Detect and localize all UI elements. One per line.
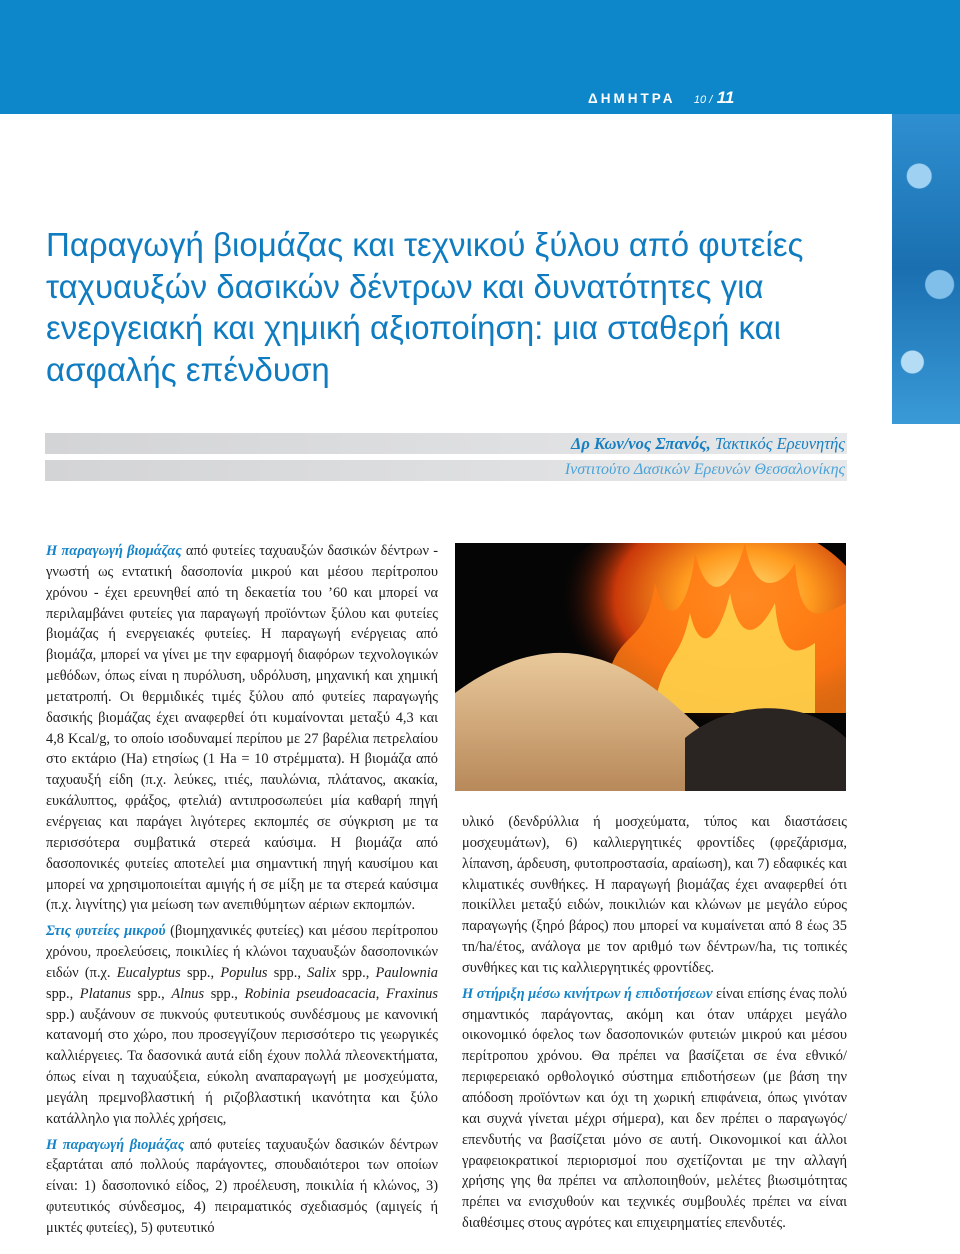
running-head <box>588 88 734 108</box>
paragraph-lead: Η παραγωγή βιομάζας <box>46 543 182 559</box>
species-name: Eucalyptus <box>116 964 181 981</box>
page-number-right: 11 <box>716 88 735 107</box>
paragraph-1 <box>46 541 438 916</box>
paragraph-2 <box>46 921 438 1129</box>
author-line <box>571 434 845 454</box>
paragraph-text: spp., <box>342 964 370 981</box>
species-name: Robinia pseudoacacia <box>244 985 376 1002</box>
species-name: Populus <box>220 964 268 981</box>
paragraph-text: , <box>375 985 380 1002</box>
paragraph-text: spp.) αυξάνουν σε πυκνούς φυτευτικούς συνδέσμους με κανονική κατανομή στο χώρο, που προσεγγίζουν περισσότερο τις γεωργικές καλλιέργειες. Τα δασονικά αυτά είδη έχουν πολλά πλεονεκτήματα, όπως είναι η ταχυαύξεια, εύκολη αναπαραγωγή με μοσχεύματα, μεγάλη πρεμνοβλαστική ή ριζοβλαστική ικανότητα και ξύλο κατάλληλο για πολλές χρήσεις, <box>46 1006 438 1127</box>
author-name: Δρ Κων/νος Σπανός, <box>570 434 711 453</box>
header-bar <box>0 0 960 114</box>
paragraph-text: (βιομηχανικές φυτείες) και μέσου περίτροπου χρόνου, προελεύσεις, ποικιλίες ή κλώνοι ταχυαυξών δασοπονικών ειδών (π.χ. <box>46 923 438 981</box>
text-column-right <box>462 812 847 1234</box>
text-column-left <box>46 541 438 1239</box>
paragraph-text: spp., <box>273 964 301 981</box>
species-name: Paulownia <box>375 964 438 981</box>
paragraph-lead: Η παραγωγή βιομάζας <box>46 1136 185 1153</box>
species-name: Alnus <box>171 985 205 1002</box>
paragraph-3 <box>46 1135 438 1239</box>
pellets-edge-photo <box>892 114 960 424</box>
paragraph-text: είναι επίσης ένας πολύ σημαντικός παράγοντας, ακόμη και όταν υπάρχει μεγάλο οικονομικό όφελος των δασοπονικών φυτειών μικρού και μέσου περίτροπου χρόνου. Θα πρέπει να βασίζεται σε ένα εθνικό/περιφερειακό ορθολογικό σύστημα επιδοτήσεων (με βάση την απόδοση προϊόντων και όχι τη χωρική επιφάνεια, όπως γινόταν και συχνά γίνεται μέχρι σήμερα), και δεν πρέπει ο παραγωγός/επενδυτής να βασίζεται μόνο σε αυτή. Οικονομικοί και άλλοι γραφειοκρατικοί περιορισμοί που σχετίζονται με την αλλαγή χρήσης γης θα πρέπει να απλοποιηθούν, μελέτες βιωσιμότητας πρέπει να ενισχυθούν και τεχνικές συμβουλές πρέπει να είναι διαθέσιμες στους αγρότες και επιχειρηματίες επενδυτές. <box>462 985 847 1232</box>
wood-pellets-fire-photo <box>455 543 846 791</box>
article-title: Παραγωγή βιομάζας και τεχνικού ξύλου από φυτείες ταχυαυξών δασικών δέντρων και δυνατότητες για ενεργειακή και χημική αξιοποίηση: μια σταθερή και ασφαλής επένδυση <box>46 226 804 388</box>
paragraph-text: spp., <box>210 985 238 1002</box>
paragraph-4 <box>462 984 847 1234</box>
species-name: Fraxinus <box>385 985 438 1002</box>
author-role: Τακτικός Ερευνητής <box>714 434 845 453</box>
paragraph-text: από φυτείες ταχυαυξών δασικών δέντρων - γνωστή ως εντατική δασοπονία μικρού και μέσου περίτροπου χρόνου - έχει ερευνηθεί από τη δεκαετία του ’60 και μπορεί να περιλαμβάνει φυτείες για παραγωγή προϊόντων ξύλου και φυτείες βιομάζας ή ενεργειακές φυτείες. Η παραγωγή ενέργειας από βιομάζα, μπορεί να γίνει με την εφαρμογή διαφόρων τεχνολογικών μεθόδων, όπως είναι η πυρόλυση, υδρόλυση, μηχανική και χημική μετατροπή. Οι θερμιδικές τιμές ξύλου από φυτείες παραγωγής δασικής βιομάζας έχει αναφερθεί ότι κυμαίνονται μεταξύ 4,3 και 4,8 Kcal/g, το οποίο ισοδυναμεί περίπου με 27 βαρέλια πετρελαίου στο εκτάριο (Ha) ετησίως (1 Ha = 10 στρέμματα). Η βιομάζα από ταχυαυξή είδη (π.χ. λεύκες, ιτιές, παυλώνια, πλάτανος, ακακία, ευκάλυπτος, φράξος, φτελιά) αντιπροσωπεύει μία καθαρή πηγή ενέργειας και παράγει λιγότερες εκπομπές σε σύγκριση με τα περισσότερα συμβατικά στερεά καύσιμα. Η βιομάζα από δασοπονικές φυτείες αποτελεί μια σημαντική πηγή καυσίμου και μπορεί να χρησιμοποιείται αμιγής ή σε μίξη με τα στερεά καύσιμα (π.χ. λιγνίτης) για μείωση των ανεπιθύμητων αέριων εκπομπών. <box>46 543 438 914</box>
affiliation: Ινστιτούτο Δασικών Ερευνών Θεσσαλονίκης <box>564 461 845 478</box>
paragraph-text: spp., <box>186 964 215 981</box>
page-number-left: 10 / <box>693 94 713 106</box>
paragraph-lead: Η στήριξη μέσω κινήτρων ή επιδοτήσεων <box>462 985 713 1002</box>
species-name: Platanus <box>79 985 131 1002</box>
paragraph-text: spp., <box>46 985 74 1002</box>
species-name: Salix <box>307 964 336 981</box>
magazine-name: ΔΗΜΗΤΡΑ <box>588 91 676 106</box>
paragraph-text: από φυτείες ταχυαυξών δασικών δέντρων εξαρτάται από πολλούς παράγοντες, σπουδαιότεροι των οποίων είναι: 1) δασοπονικό είδος, 2) προέλευση, ποικιλία ή κλώνος, 3) φυτευτικός σύνδεσμος, 4) πειραματικός σχεδιασμός (αμιγείς ή μικτές φυτείες), 5) φυτευτικό <box>46 1136 438 1236</box>
paragraph-text: spp., <box>137 985 165 1002</box>
paragraph-3-continued: υλικό (δενδρύλλια ή μοσχεύματα, τύπος και διαστάσεις μοσχευμάτων), 6) καλλιεργητικές φροντίδες (φρεζάρισμα, λίπανση, άρδευση, φυτοπροστασία, αραίωση), και 7) εδαφικές και κλιματικές συνθήκες. Η παραγωγή βιομάζας έχει αναφερθεί ότι ποικίλλει μεταξύ ειδών, ποικιλιών και κλώνων με μεγάλο εύρος παραγωγής (ξηρό βάρος) που μπορεί να κυμαίνεται από 8 έως 35 τn/ha/έτος, ανάλογα με τον αριθμό των δέντρων/ha, τις τοπικές συνθήκες και τις καλλιεργητικές φροντίδες. <box>462 814 847 976</box>
paragraph-lead: Στις φυτείες μικρού <box>46 923 166 940</box>
